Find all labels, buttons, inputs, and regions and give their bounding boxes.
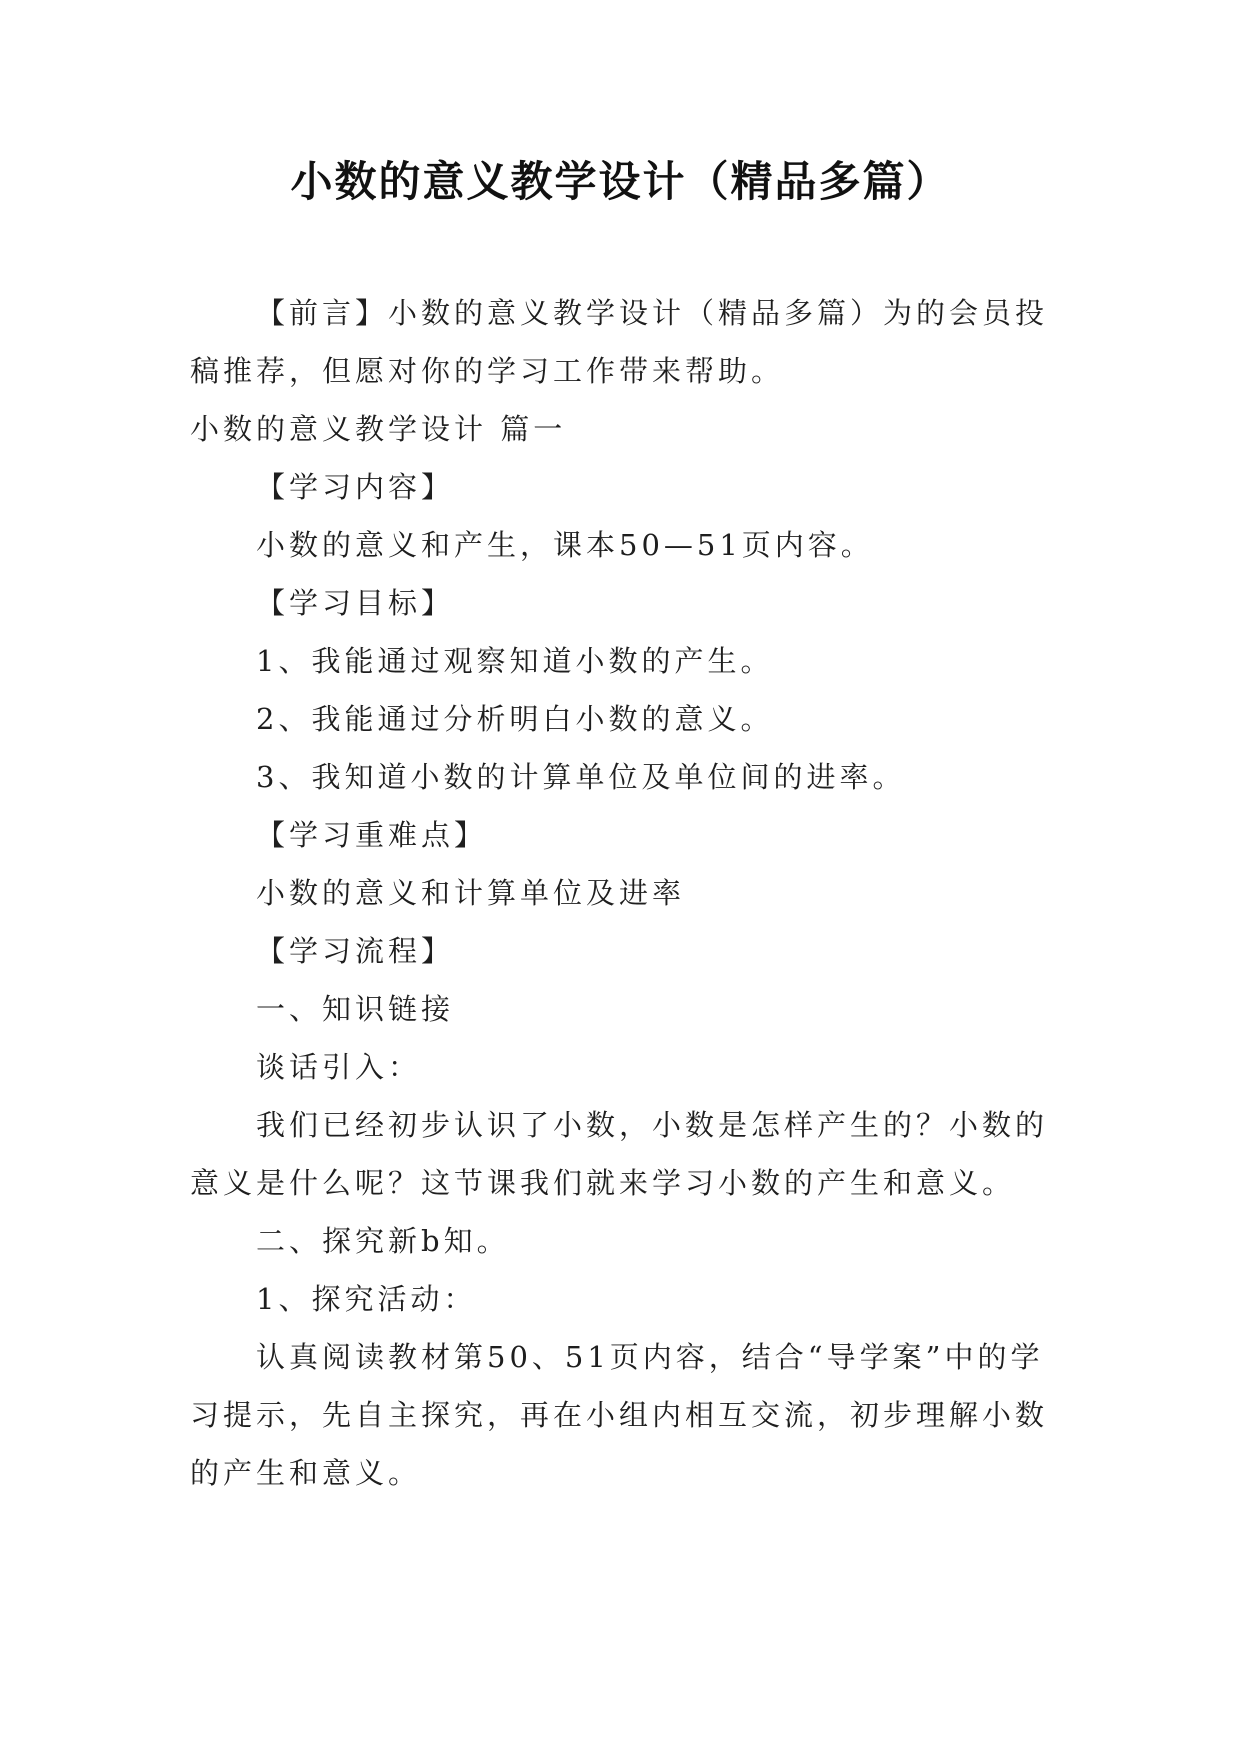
heading-learning-goals: 【学习目标】 (256, 586, 455, 620)
intro-paragraph: 我们已经初步认识了小数，小数是怎样产生的？小数的意义是什么呢？这节课我们就来学习小数的产生和意义。 (190, 1108, 1049, 1200)
heading-learning-process: 【学习流程】 (256, 934, 455, 968)
step-explore-new: 二、探究新b知。 (256, 1224, 510, 1258)
section-heading: 小数的意义教学设计 篇一 (190, 412, 567, 446)
step-talk-intro: 谈话引入： (256, 1050, 422, 1084)
step-knowledge-link: 一、知识链接 (256, 992, 455, 1026)
document-body (190, 284, 1055, 1502)
goal-item-2: 2、我能通过分析明白小数的意义。 (256, 702, 774, 736)
document-title: 小数的意义教学设计（精品多篇） (290, 157, 951, 206)
reading-paragraph: 认真阅读教材第50、51页内容，结合“导学案”中的学习提示，先自主探究，再在小组内相互交流，初步理解小数的产生和意义。 (190, 1340, 1049, 1490)
preface-paragraph: 【前言】小数的意义教学设计（精品多篇）为的会员投稿推荐，但愿对你的学习工作带来帮助。 (190, 296, 1049, 388)
key-points-text: 小数的意义和计算单位及进率 (256, 876, 686, 910)
step-explore-activity: 1、探究活动： (256, 1282, 477, 1316)
heading-learning-content: 【学习内容】 (256, 470, 455, 504)
goal-item-1: 1、我能通过观察知道小数的产生。 (256, 644, 774, 678)
learning-content-text: 小数的意义和产生，课本50—51页内容。 (256, 528, 874, 562)
heading-key-points: 【学习重难点】 (256, 818, 488, 852)
goal-item-3: 3、我知道小数的计算单位及单位间的进率。 (256, 760, 906, 794)
